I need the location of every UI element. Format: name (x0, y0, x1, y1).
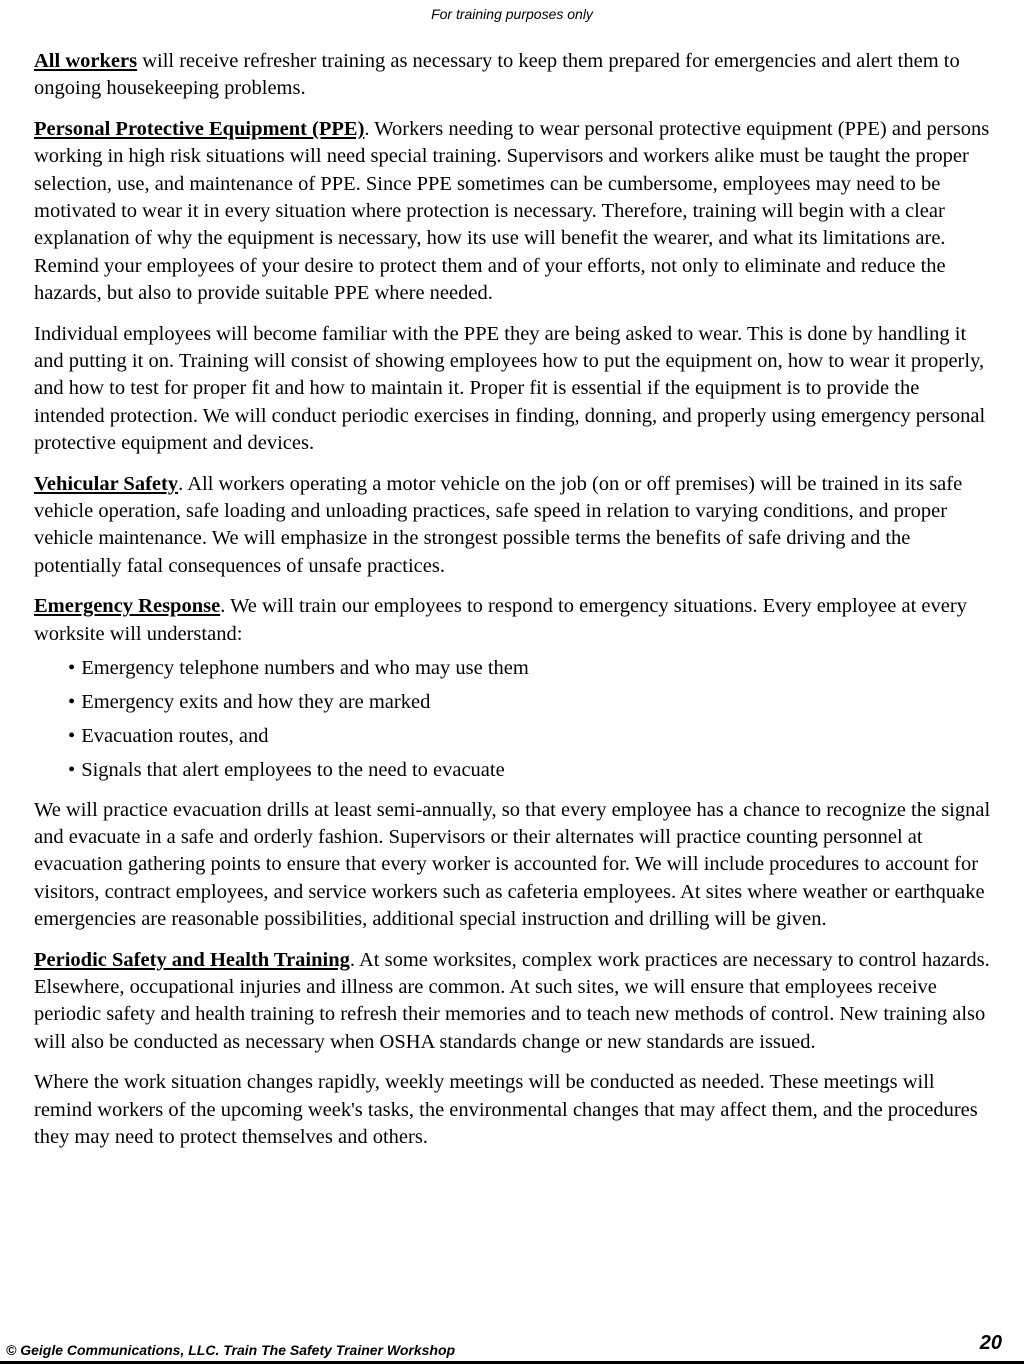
paragraph-weekly: Where the work situation changes rapidly, weekly meetings will be conducted as needed. These meetings will remind workers of the upcoming week's tasks, the environmental changes that may affect them, and the procedures they may need to protect themselves and others. (34, 1071, 978, 1148)
heading-all-workers: All workers (34, 50, 138, 72)
paragraph-periodic (34, 947, 994, 1056)
paragraph-drills: We will practice evacuation drills at least semi-annually, so that every employee has a chance to recognize the signal and evacuate in a safe and orderly fashion. Supervisors or their alternates will practice counting personnel at evacuation gathering points to ensure that every worker is accounted for. We will include procedures to account for visitors, contract employees, and service workers such as cafeteria employees. At sites where weather or earthquake emergencies are reasonable possibilities, additional special instruction and drilling will be given. (34, 798, 991, 930)
paragraph-all-workers-text: will receive refresher training as necessary to keep them prepared for emergencies and alert them to ongoing housekeeping problems. (34, 50, 960, 100)
paragraph-individual: Individual employees will become familiar with the PPE they are being asked to wear. This is done by handling it and putting it on. Training will consist of showing employees how to put the equipment on, how to wear it properly, and how to test for proper fit and how to maintain it. Proper fit is essential if the equipment is to provide the intended protection. We will conduct periodic exercises in finding, donning, and properly using emergency personal protective equipment and devices. (34, 322, 986, 454)
heading-emergency-response: Emergency Response (34, 595, 221, 618)
paragraph-ppe (34, 116, 994, 307)
bullet-icon: • (68, 691, 76, 714)
heading-vehicular-safety: Vehicular Safety (34, 472, 179, 495)
paragraph-emergency (34, 593, 994, 648)
bullet-icon: • (68, 657, 76, 680)
emergency-bullet-list (34, 655, 994, 784)
list-item: • Evacuation routes, and (68, 725, 269, 748)
footer-divider (0, 1361, 1024, 1364)
heading-ppe: Personal Protective Equipment (PPE) (34, 118, 365, 141)
page-number: 20 (979, 1332, 1002, 1354)
paragraph-emergency-text: . We will train our employees to respond to emergency situations. Every employee at every worksite will understand: (34, 595, 967, 645)
bullet-icon: • (68, 725, 76, 748)
paragraph-vehicular-text: . All workers operating a motor vehicle on the job (on or off premises) will be trained in its safe vehicle operation, safe loading and unloading practices, safe speed in relation to varying conditions, and proper vehicle maintenance. We will emphasize in the strongest possible terms the benefits of safe driving and the potentially fatal consequences of unsafe practices. (34, 472, 963, 577)
list-item: • Signals that alert employees to the need to evacuate (68, 759, 505, 782)
bullet-icon: • (68, 759, 76, 782)
list-item: • Emergency exits and how they are marked (68, 691, 431, 714)
paragraph-ppe-text: . Workers needing to wear personal protective equipment (PPE) and persons working in high risk situations will need special training. Supervisors and workers alike must be taught the proper selection, use, and maintenance of PPE. Since PPE sometimes can be cumbersome, employees may need to be motivated to wear it in every situation where protection is necessary. Therefore, training will begin with a clear explanation of why the equipment is necessary, how its use will benefit the wearer, and what its limitations are. Remind your employees of your desire to protect them and of your efforts, not only to eliminate and reduce the hazards, but also to provide suitable PPE where needed. (34, 118, 990, 304)
page-header: For training purposes only (431, 6, 593, 22)
list-item: • Emergency telephone numbers and who may use them (68, 657, 529, 680)
footer-copyright: © Geigle Communications, LLC. Train The Safety Trainer Workshop (6, 1342, 456, 1358)
heading-periodic-training: Periodic Safety and Health Training (34, 948, 350, 971)
paragraph-all-workers (34, 48, 994, 103)
paragraph-periodic-text: . At some worksites, complex work practices are necessary to control hazards. Elsewhere, occupational injuries and illness are common. At such sites, we will ensure that employees receive periodic safety and health training to refresh their memories and to teach new methods of control. New training also will also be conducted as necessary when OSHA standards change or new standards are issued. (34, 948, 990, 1053)
document-body (34, 48, 994, 1165)
paragraph-vehicular (34, 471, 994, 580)
